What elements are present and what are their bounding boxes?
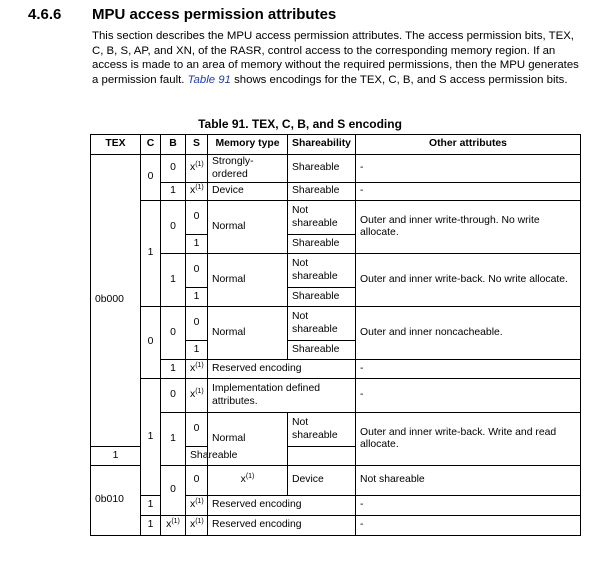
cell-other: - — [356, 516, 581, 536]
cell-b: 0 — [161, 201, 186, 254]
cell-memory-type: Normal — [208, 413, 288, 466]
cell-memory-type: Strongly-ordered — [208, 155, 288, 183]
cell-other: - — [356, 360, 581, 379]
cell-c: 0 — [161, 466, 186, 516]
section-number: 4.6.6 — [28, 6, 62, 23]
cell-b: 1 — [161, 413, 186, 466]
cell-shareability: Not shareable — [288, 413, 356, 447]
cell-b: 0 — [161, 155, 186, 183]
table-row — [91, 183, 581, 201]
header-s: S — [186, 135, 208, 155]
cell-other: Outer and inner noncacheable. — [356, 307, 581, 360]
header-memory-type: Memory type — [208, 135, 288, 155]
header-other-attributes: Other attributes — [356, 135, 581, 155]
cell-shareability: Shareable — [288, 155, 356, 183]
footnote-ref: (1) — [195, 161, 204, 169]
cell-s — [186, 360, 208, 379]
cell-shareability: Shareable — [288, 341, 356, 360]
section-title: MPU access permission attributes — [92, 6, 337, 23]
cell-memory-type: Implementation defined attributes. — [208, 379, 356, 413]
cell-tex: 0b010 — [91, 466, 141, 536]
cell-shareability: Shareable — [288, 235, 356, 254]
cell-s: 1 — [186, 288, 208, 307]
footnote-ref: (1) — [195, 388, 204, 396]
cell-shareability: Not shareable — [288, 201, 356, 235]
cell-s-x: x — [190, 162, 196, 174]
cell-b: 1 — [161, 360, 186, 379]
cell-s: 0 — [186, 307, 208, 341]
cell-other: - — [356, 379, 581, 413]
cell-s — [186, 496, 208, 516]
cell-c: 0 — [141, 307, 161, 379]
cell-other: - — [356, 183, 581, 201]
footnote-ref: (1) — [195, 184, 204, 192]
cell-other: - — [356, 496, 581, 516]
cell-s-x: x — [190, 519, 196, 531]
cell-s-x: x — [190, 389, 196, 401]
table-caption: Table 91. TEX, C, B, and S encoding — [198, 117, 402, 131]
cell-memory-type: Reserved encoding — [208, 360, 356, 379]
cell-other: - — [356, 155, 581, 183]
footnote-ref: (1) — [195, 518, 204, 526]
table-row — [91, 413, 581, 447]
cell-memory-type: Normal — [208, 307, 288, 360]
cell-tex: 0b000 — [91, 155, 141, 447]
cell-c: 1 — [141, 516, 161, 536]
table-row — [91, 307, 581, 341]
cell-s: 0 — [186, 413, 208, 447]
cell-s — [186, 516, 208, 536]
cell-shareability: Shareable — [186, 447, 208, 466]
header-tex: TEX — [91, 135, 141, 155]
footnote-ref: (1) — [195, 361, 204, 369]
cell-memory-type: Device — [208, 183, 288, 201]
cell-c: 0 — [141, 155, 161, 201]
header-c: C — [141, 135, 161, 155]
intro-paragraph — [92, 29, 582, 87]
table-row — [91, 516, 581, 536]
footnote-ref: (1) — [171, 518, 180, 526]
header-b: B — [161, 135, 186, 155]
cell-memory-type: Reserved encoding — [208, 516, 356, 536]
footnote-ref: (1) — [245, 473, 255, 481]
table-row — [91, 254, 581, 288]
table-row — [91, 201, 581, 235]
header-shareability: Shareability — [288, 135, 356, 155]
cell-other: Outer and inner write-back. Write and read allocate. — [356, 413, 581, 466]
cell-memory-type: Normal — [208, 201, 288, 254]
cell-b — [161, 516, 186, 536]
cell-s — [186, 379, 208, 413]
cell-s — [208, 466, 288, 496]
cell-s — [186, 155, 208, 183]
cell-memory-type: Device — [288, 466, 356, 496]
cell-b: 1 — [161, 183, 186, 201]
cell-b: 0 — [161, 307, 186, 360]
cell-b-x: x — [166, 519, 172, 531]
cell-s: 1 — [186, 235, 208, 254]
cell-shareability: Shareable — [288, 183, 356, 201]
intro-text-2: shows encodings for the TEX, C, B, and S access permission bits. — [234, 73, 568, 86]
table-row — [91, 360, 581, 379]
table-header-row — [91, 135, 581, 155]
intro-text-1: This section describes the MPU access permission attributes. The access permission bits, TEX, C, B, S, AP, and XN, of the RASR, control access to the corresponding memory region. If an access is made to an area of memory without the required permissions, then the MPU generates a permission fault. — [92, 30, 579, 86]
table-row — [91, 155, 581, 183]
cell-shareability: Not shareable — [288, 254, 356, 288]
cell-shareability: Shareable — [288, 288, 356, 307]
cell-other: Outer and inner write-back. No write allocate. — [356, 254, 581, 307]
cell-shareability: Not shareable — [356, 466, 581, 496]
cell-s — [186, 183, 208, 201]
cell-memory-type: Normal — [208, 254, 288, 307]
cell-b: 0 — [186, 466, 208, 496]
cell-s: 1 — [91, 447, 141, 466]
footnote-ref: (1) — [195, 498, 204, 506]
encoding-table — [90, 134, 581, 536]
cell-c: 1 — [141, 379, 161, 496]
table-row — [91, 379, 581, 413]
cell-shareability: Not shareable — [288, 307, 356, 341]
cell-s: 0 — [186, 201, 208, 235]
table-link[interactable]: Table 91 — [187, 73, 231, 86]
cell-memory-type: Reserved encoding — [208, 496, 356, 516]
cell-s-x: x — [190, 499, 196, 511]
cell-s: 0 — [186, 254, 208, 288]
cell-other: Outer and inner write-through. No write allocate. — [356, 201, 581, 254]
cell-s-x: x — [190, 185, 196, 197]
cell-b: 1 — [141, 496, 161, 516]
cell-s-x: x — [240, 474, 246, 486]
table-row — [91, 466, 581, 496]
cell-c: 1 — [141, 201, 161, 307]
cell-b: 1 — [161, 254, 186, 307]
cell-s: 1 — [186, 341, 208, 360]
cell-s-x: x — [190, 362, 196, 374]
cell-b: 0 — [161, 379, 186, 413]
